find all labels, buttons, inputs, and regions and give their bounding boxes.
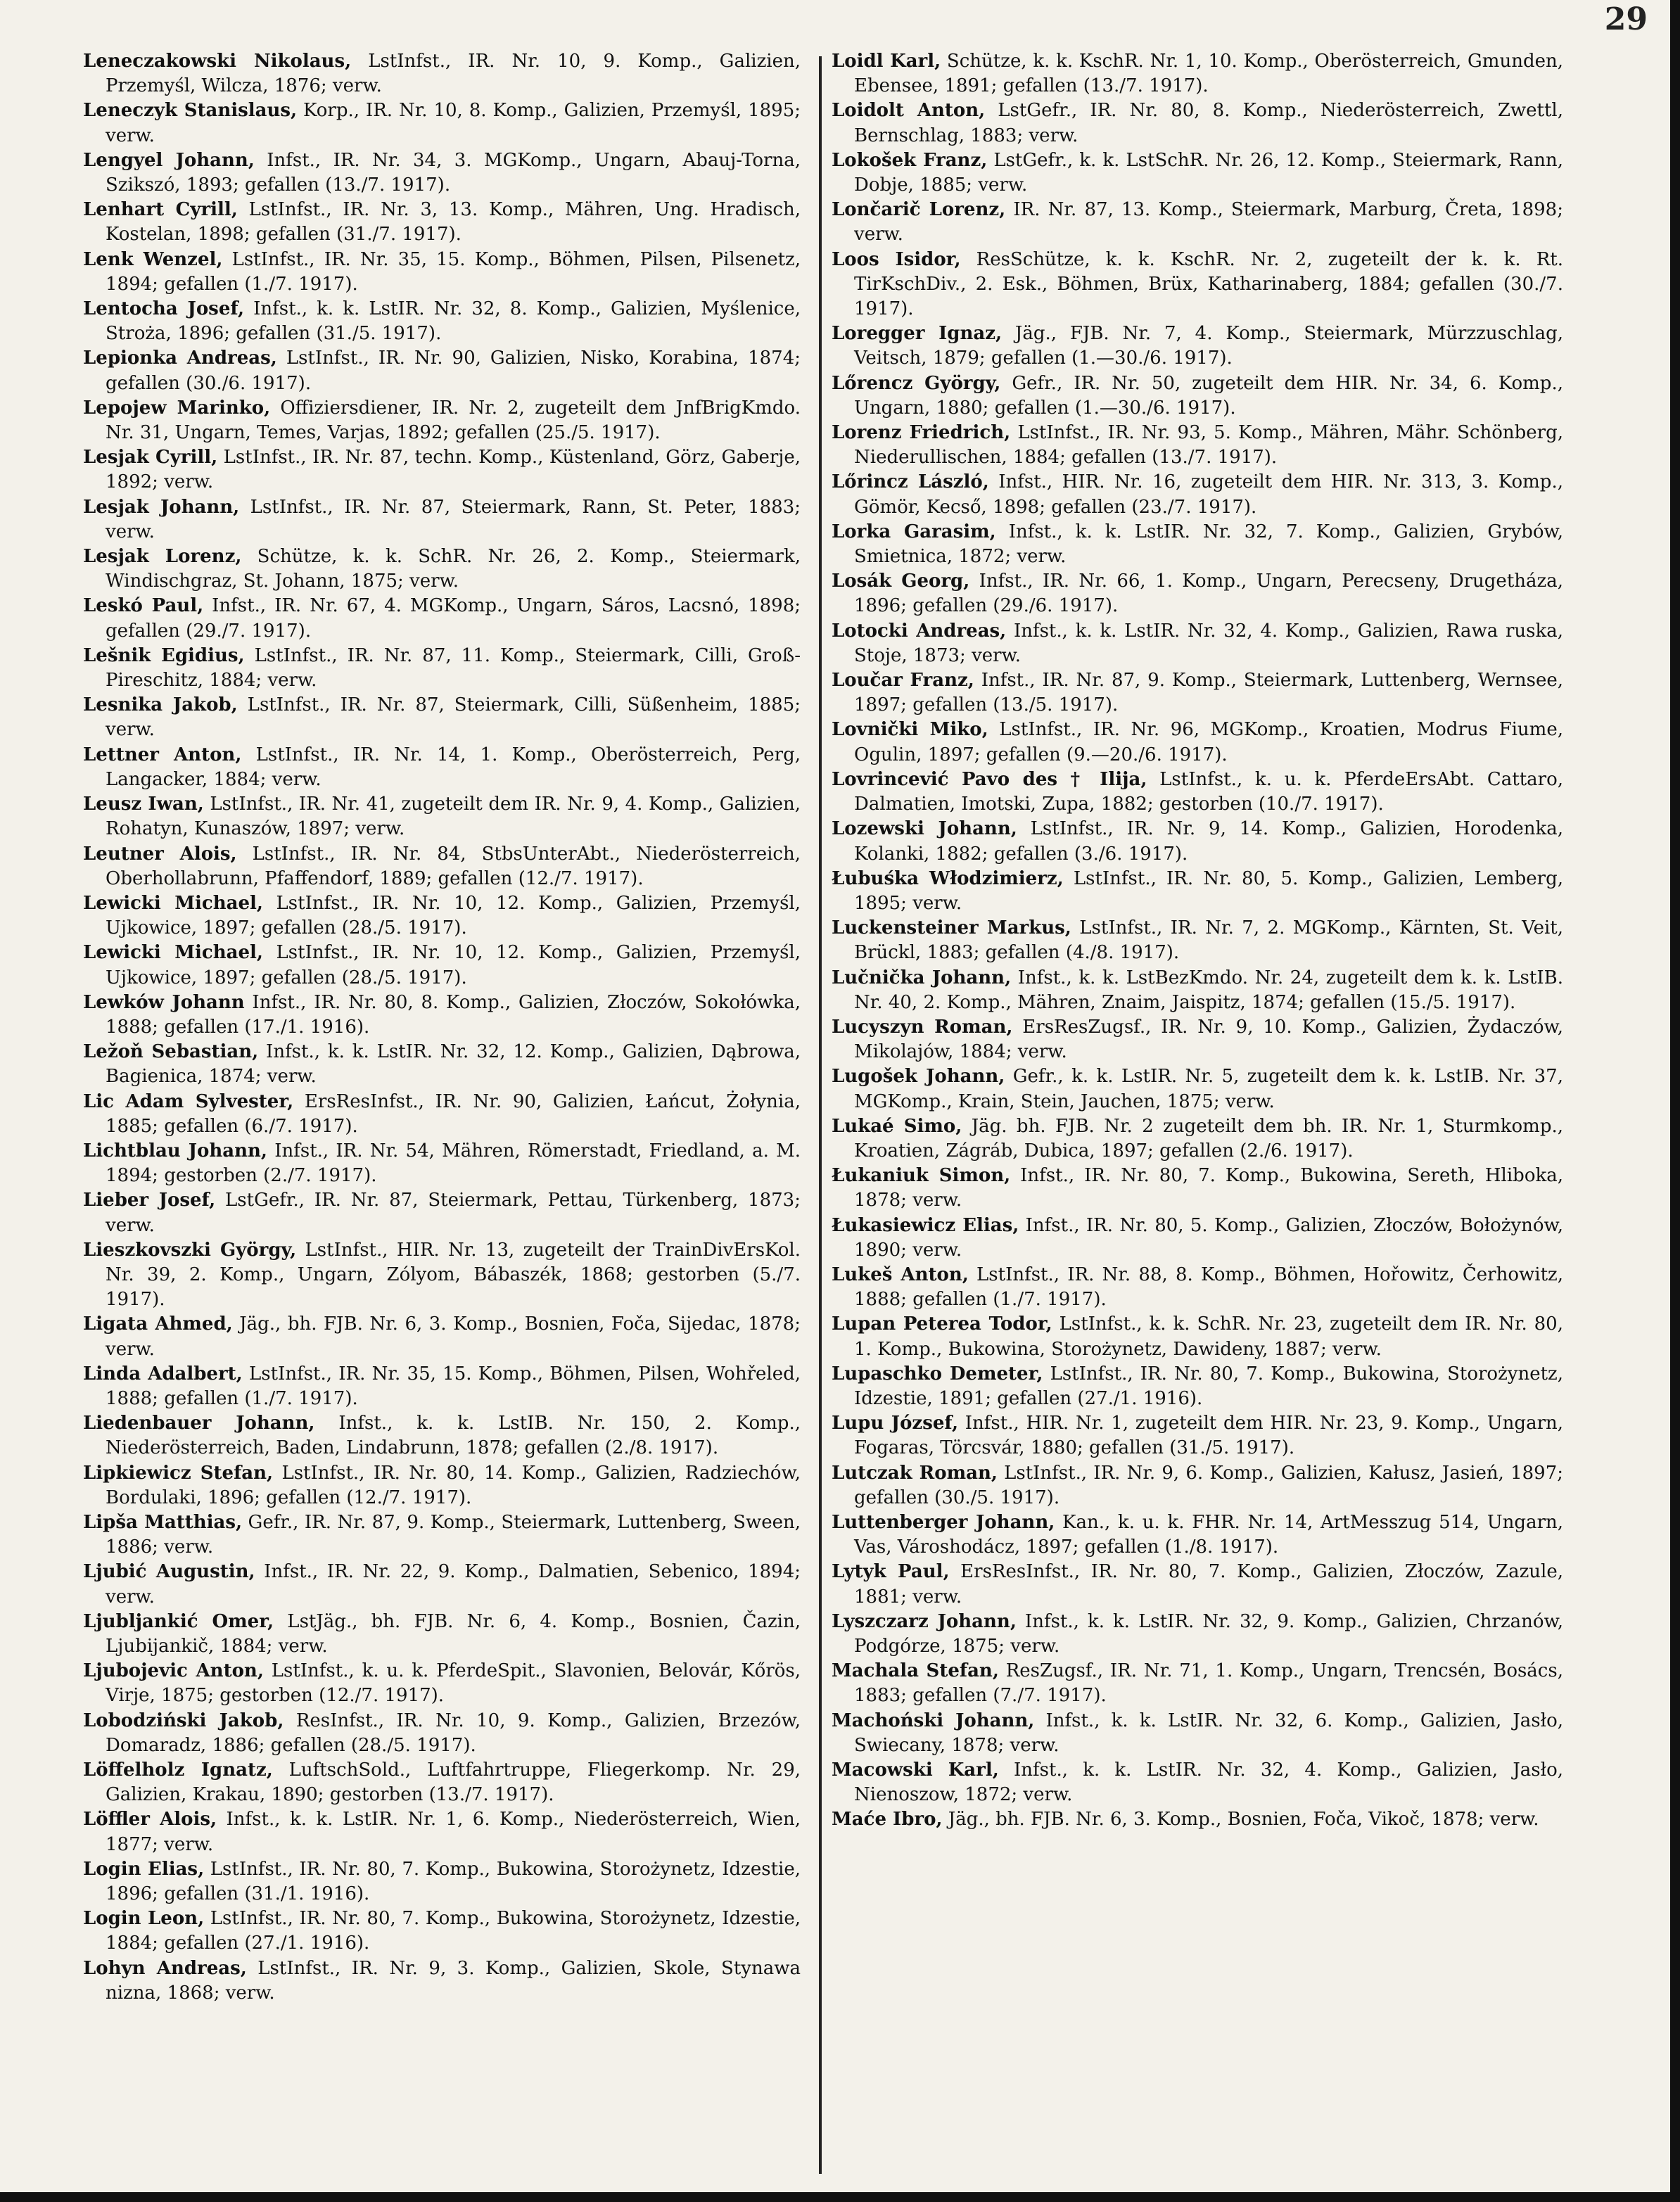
entry-details: Schütze, k. k. SchR. Nr. 26, 2. Komp., Steiermark, Windischgraz, St. Johann, 1875; verw. <box>106 546 801 592</box>
entry-name: Lozewski Johann, <box>832 818 1017 840</box>
roll-entry <box>83 594 801 643</box>
entry-details: LstInfst., IR. Nr. 80, 7. Komp., Bukowina, Storożynetz, Idzestie, 1891; gefallen (27./1. 1916). <box>854 1363 1563 1409</box>
entry-name: Löffler Alois, <box>83 1809 217 1831</box>
entry-details: ResZugsf., IR. Nr. 71, 1. Komp., Ungarn, Trencsén, Bosács, 1883; gefallen (7./7. 1917). <box>854 1660 1563 1707</box>
entry-name: Lepionka Andreas, <box>83 348 277 369</box>
entry-name: Lukeš Anton, <box>832 1264 969 1285</box>
entry-details: IR. Nr. 87, 13. Komp., Steiermark, Marburg, Čreta, 1898; verw. <box>854 199 1563 246</box>
entry-details: Infst., k. k. LstIR. Nr. 32, 7. Komp., Galizien, Grybów, Smietnica, 1872; verw. <box>854 521 1563 568</box>
roll-entry <box>832 1064 1563 1114</box>
entry-details: Infst., k. k. LstIR. Nr. 32, 6. Komp., Galizien, Jasło, Swiecany, 1878; verw. <box>854 1710 1563 1756</box>
entry-name: Leneczyk Stanislaus, <box>83 100 298 122</box>
entry-name: Lesjak Lorenz, <box>83 546 242 568</box>
roll-entry <box>83 1040 801 1089</box>
roll-entry <box>83 445 801 495</box>
entry-name: Login Elias, <box>83 1858 205 1880</box>
roll-entry <box>832 98 1563 148</box>
entry-name: Lieber Josef, <box>83 1190 216 1211</box>
roll-entry <box>83 198 801 247</box>
roll-entry <box>832 1560 1563 1609</box>
entry-name: Lewicki Michael, <box>83 892 263 914</box>
entry-details: LstInfst., IR. Nr. 96, MGKomp., Kroatien, Modrus Fiume, Ogulin, 1897; gefallen (9.—20./6. 1917). <box>854 719 1563 765</box>
entry-details: LstGefr., k. k. LstSchR. Nr. 26, 12. Komp., Steiermark, Rann, Dobje, 1885; verw. <box>854 149 1563 196</box>
roll-entry <box>832 1164 1563 1213</box>
entry-name: Lotocki Andreas, <box>832 620 1007 642</box>
entry-details: LstInfst., IR. Nr. 9, 6. Komp., Galizien, Kałusz, Jasień, 1897; gefallen (30./5. 1917). <box>854 1462 1563 1508</box>
entry-name: Lobodziński Jakob, <box>83 1710 284 1731</box>
entry-details: Infst., IR. Nr. 54, Mähren, Römerstadt, Friedland, a. M. 1894; gestorben (2./7. 1917). <box>106 1140 801 1187</box>
entry-details: LstInfst., IR. Nr. 93, 5. Komp., Mähren, Mähr. Schönberg, Niederullischen, 1884; gefallen (13./7. 1917). <box>854 422 1563 469</box>
entry-details: Infst., IR. Nr. 34, 3. MGKomp., Ungarn, Abauj-Torna, Szikszó, 1893; gefallen (13./7. 1917). <box>106 149 801 196</box>
roll-entry <box>83 495 801 545</box>
roll-entry <box>832 1214 1563 1263</box>
entry-details: Infst., HIR. Nr. 1, zugeteilt dem HIR. Nr. 23, 9. Komp., Ungarn, Fogaras, Törcsvár, 1880; gefallen (31./5. 1917). <box>854 1413 1563 1459</box>
roll-entry <box>83 1188 801 1237</box>
entry-name: Lewków Johann <box>83 991 245 1013</box>
entry-details: LstInfst., HIR. Nr. 13, zugeteilt der TrainDivErsKol. Nr. 39, 2. Komp., Ungarn, Zólyom, Bábaszék, 1868; gestorben (5./7. 1917). <box>106 1239 801 1311</box>
entry-name: Lučnička Johann, <box>832 967 1012 988</box>
entry-details: LstGefr., IR. Nr. 80, 8. Komp., Niederösterreich, Zwettl, Bernschlag, 1883; verw. <box>854 100 1563 146</box>
roll-entry <box>832 1709 1563 1758</box>
roll-entry <box>83 49 801 98</box>
roll-entry <box>83 1659 801 1708</box>
entry-details: Infst., k. k. LstBezKmdo. Nr. 24, zugeteilt dem k. k. LstIB. Nr. 40, 2. Komp., Mähren, Znaim, Jaispitz, 1874; gefallen (15./5. 1917). <box>854 967 1563 1013</box>
roll-entry <box>832 49 1563 98</box>
roll-entry <box>83 693 801 742</box>
roll-entry <box>83 1807 801 1857</box>
entry-name: Löffelholz Ignatz, <box>83 1759 273 1781</box>
roll-entry <box>83 792 801 841</box>
entry-name: Lepojew Marinko, <box>83 397 271 419</box>
entry-details: ErsResZugsf., IR. Nr. 9, 10. Komp., Galizien, Żydaczów, Mikolajów, 1884; verw. <box>854 1016 1563 1063</box>
roll-entry <box>832 1807 1563 1832</box>
roll-entry <box>832 1610 1563 1659</box>
roll-entry <box>83 1238 801 1313</box>
entry-details: LstInfst., IR. Nr. 80, 14. Komp., Galizien, Radziechów, Bordulaki, 1896; gefallen (12./7. 1917). <box>106 1462 801 1508</box>
entry-details: LstInfst., k. u. k. PferdeErsAbt. Cattaro, Dalmatien, Imotski, Zupa, 1882; gestorben (10./7. 1917). <box>854 768 1563 815</box>
entry-name: Lutczak Roman, <box>832 1462 998 1484</box>
entry-details: Gefr., IR. Nr. 50, zugeteilt dem HIR. Nr. 34, 6. Komp., Ungarn, 1880; gefallen (1.—30./6. 1917). <box>854 372 1563 419</box>
entry-name: Łukasiewicz Elias, <box>832 1214 1019 1236</box>
entry-details: Jäg. bh. FJB. Nr. 2 zugeteilt dem bh. IR. Nr. 1, Sturmkomp., Kroatien, Zágráb, Dubica, 1897; gefallen (2./6. 1917). <box>854 1115 1563 1162</box>
roll-entry <box>83 1857 801 1907</box>
entry-name: Lewicki Michael, <box>83 942 263 964</box>
roll-entry <box>832 198 1563 247</box>
entry-name: Maće Ibro, <box>832 1809 943 1831</box>
entry-name: Luckensteiner Markus, <box>832 917 1071 939</box>
roll-entry <box>83 941 801 990</box>
entry-name: Luttenberger Johann, <box>832 1511 1055 1533</box>
roll-entry <box>832 668 1563 718</box>
entry-name: Lyszczarz Johann, <box>832 1610 1017 1632</box>
entry-name: Lovrincević Pavo des † Ilija, <box>832 768 1147 790</box>
entry-name: Lengyel Johann, <box>83 149 255 171</box>
entry-name: Loidl Karl, <box>832 51 941 72</box>
entry-name: Lenhart Cyrill, <box>83 199 238 221</box>
entry-details: LstInfst., k. k. SchR. Nr. 23, zugeteilt dem IR. Nr. 80, 1. Komp., Bukowina, Storożynetz, Dawideny, 1887; verw. <box>854 1313 1563 1360</box>
entry-details: LstJäg., bh. FJB. Nr. 6, 4. Komp., Bosnien, Čazin, Ljubijankič, 1884; verw. <box>106 1610 801 1657</box>
entry-details: Infst., IR. Nr. 80, 5. Komp., Galizien, Złoczów, Bołożynów, 1890; verw. <box>854 1214 1563 1261</box>
roll-entry <box>832 1015 1563 1064</box>
entry-details: LstInfst., IR. Nr. 14, 1. Komp., Oberösterreich, Perg, Langacker, 1884; verw. <box>106 744 801 790</box>
entry-name: Leskó Paul, <box>83 595 204 617</box>
entry-details: Infst., IR. Nr. 66, 1. Komp., Ungarn, Perecseny, Drugetháza, 1896; gefallen (29./6. 1917). <box>854 571 1563 617</box>
roll-entry <box>832 569 1563 618</box>
entry-details: LstInfst., IR. Nr. 80, 5. Komp., Galizien, Lemberg, 1895; verw. <box>854 867 1563 914</box>
roll-entry <box>83 1461 801 1510</box>
roll-entry <box>832 1114 1563 1164</box>
entry-details: Infst., k. k. LstIR. Nr. 32, 9. Komp., Galizien, Chrzanów, Podgórze, 1875; verw. <box>854 1610 1563 1657</box>
entry-name: Linda Adalbert, <box>83 1363 243 1385</box>
roll-entry <box>832 520 1563 569</box>
roll-entry <box>83 1956 801 2006</box>
entry-details: LstInfst., IR. Nr. 80, 7. Komp., Bukowina, Storożynetz, Idzestie, 1896; gefallen (31./1. 1916). <box>106 1858 801 1905</box>
entry-details: Infst., k. k. LstIR. Nr. 32, 4. Komp., Galizien, Rawa ruska, Stoje, 1873; verw. <box>854 620 1563 666</box>
entry-name: Lupaschko Demeter, <box>832 1363 1043 1385</box>
roll-entry <box>83 396 801 445</box>
roll-entry <box>832 619 1563 668</box>
entry-name: Lettner Anton, <box>83 744 242 765</box>
roll-entry <box>83 891 801 941</box>
entry-name: Lőrencz György, <box>832 372 1001 394</box>
right-column <box>832 49 1563 2174</box>
entry-name: Lovnički Miko, <box>832 719 988 741</box>
left-column <box>83 49 801 2174</box>
entry-name: Ljubljankić Omer, <box>83 1610 274 1632</box>
entry-name: Lorenz Friedrich, <box>832 422 1011 444</box>
entry-details: LstInfst., IR. Nr. 80, 7. Komp., Bukowina, Storożynetz, Idzestie, 1884; gefallen (27./1. 1916). <box>106 1908 801 1954</box>
entry-details: Infst., IR. Nr. 80, 8. Komp., Galizien, Złoczów, Sokołówka, 1888; gefallen (17./1. 1916). <box>106 991 801 1038</box>
entry-details: ErsResInfst., IR. Nr. 90, Galizien, Łańcut, Żołynia, 1885; gefallen (6./7. 1917). <box>106 1090 801 1137</box>
entry-name: Lohyn Andreas, <box>83 1957 247 1979</box>
roll-entry <box>83 1510 801 1560</box>
entry-name: Leusz Iwan, <box>83 794 204 815</box>
entry-name: Ljubojevic Anton, <box>83 1660 264 1682</box>
roll-entry <box>832 322 1563 371</box>
entry-details: Gefr., IR. Nr. 87, 9. Komp., Steiermark, Luttenberg, Sween, 1886; verw. <box>106 1511 801 1558</box>
entry-details: Infst., IR. Nr. 80, 7. Komp., Bukowina, Sereth, Hliboka, 1878; verw. <box>854 1165 1563 1211</box>
roll-entry <box>83 991 801 1040</box>
roll-entry <box>832 371 1563 421</box>
roll-entry <box>832 867 1563 916</box>
entry-name: Lupu József, <box>832 1413 959 1434</box>
roll-entry <box>83 842 801 891</box>
entry-name: Lenk Wenzel, <box>83 248 223 270</box>
entry-name: Machoński Johann, <box>832 1710 1035 1731</box>
roll-entry <box>83 98 801 148</box>
entry-details: LstInfst., IR. Nr. 9, 14. Komp., Galizien, Horodenka, Kolanki, 1882; gefallen (3./6. 1917). <box>854 818 1563 865</box>
roll-entry <box>832 1461 1563 1510</box>
entry-name: Ljubić Augustin, <box>83 1561 255 1583</box>
entry-details: LstInfst., IR. Nr. 87, Steiermark, Rann, St. Peter, 1883; verw. <box>106 496 801 542</box>
entry-name: Leneczakowski Nikolaus, <box>83 51 352 72</box>
entry-name: Macowski Karl, <box>832 1759 999 1781</box>
entry-details: Kan., k. u. k. FHR. Nr. 14, ArtMesszug 514, Ungarn, Vas, Városhodácz, 1897; gefallen (1./8. 1917). <box>854 1511 1563 1558</box>
entry-name: Lipkiewicz Stefan, <box>83 1462 274 1484</box>
entry-name: Loos Isidor, <box>832 248 961 270</box>
roll-entry <box>83 644 801 693</box>
entry-details: LstInfst., IR. Nr. 35, 15. Komp., Böhmen, Pilsen, Pilsenetz, 1894; gefallen (1./7. 1917). <box>106 248 801 295</box>
roll-entry <box>832 1362 1563 1411</box>
entry-details: Korp., IR. Nr. 10, 8. Komp., Galizien, Przemyśl, 1895; verw. <box>106 100 801 146</box>
entry-details: Infst., k. k. LstIR. Nr. 32, 8. Komp., Galizien, Myślenice, Stroża, 1896; gefallen (31./5. 1917). <box>106 298 801 345</box>
roll-entry <box>832 817 1563 866</box>
entry-details: Infst., k. k. LstIR. Nr. 32, 4. Komp., Galizien, Jasło, Nienoszow, 1872; verw. <box>854 1759 1563 1806</box>
entry-details: ErsResInfst., IR. Nr. 80, 7. Komp., Galizien, Złoczów, Zazule, 1881; verw. <box>854 1561 1563 1608</box>
entry-details: LstInfst., IR. Nr. 10, 9. Komp., Galizien, Przemyśl, Wilcza, 1876; verw. <box>106 51 801 97</box>
entry-details: Jäg., FJB. Nr. 7, 4. Komp., Steiermark, Mürzzuschlag, Veitsch, 1879; gefallen (1.—30./6. 1917). <box>854 323 1563 369</box>
entry-details: LstInfst., IR. Nr. 9, 3. Komp., Galizien, Skole, Stynawa nizna, 1868; verw. <box>106 1957 801 2004</box>
entry-details: LstInfst., IR. Nr. 41, zugeteilt dem IR. Nr. 9, 4. Komp., Galizien, Rohatyn, Kunaszów, 1897; verw. <box>106 794 801 840</box>
entry-details: Infst., IR. Nr. 87, 9. Komp., Steiermark, Luttenberg, Wernsee, 1897; gefallen (13./5. 1917). <box>854 670 1563 716</box>
entry-details: Infst., IR. Nr. 67, 4. MGKomp., Ungarn, Sáros, Lacsnó, 1898; gefallen (29./7. 1917). <box>106 595 801 642</box>
roll-entry <box>83 1312 801 1361</box>
entry-name: Lic Adam Sylvester, <box>83 1090 294 1112</box>
roll-entry <box>83 1090 801 1139</box>
entry-details: Infst., k. k. LstIR. Nr. 1, 6. Komp., Niederösterreich, Wien, 1877; verw. <box>106 1809 801 1855</box>
entry-name: Lupan Peterea Todor, <box>832 1313 1052 1335</box>
entry-name: Login Leon, <box>83 1908 205 1930</box>
entry-name: Łukaniuk Simon, <box>832 1165 1011 1187</box>
entry-name: Ležoň Sebastian, <box>83 1041 259 1063</box>
entry-details: LstInfst., IR. Nr. 87, Steiermark, Cilli, Süßenheim, 1885; verw. <box>106 694 801 741</box>
entry-name: Lőrincz László, <box>832 471 989 493</box>
entry-name: Lokošek Franz, <box>832 149 988 171</box>
entry-name: Liedenbauer Johann, <box>83 1413 315 1434</box>
entry-name: Lichtblau Johann, <box>83 1140 267 1162</box>
entry-details: LstInfst., IR. Nr. 84, StbsUnterAbt., Niederösterreich, Oberhollabrunn, Pfaffendorf, 1889; gefallen (12./7. 1917). <box>106 843 801 889</box>
entry-name: Lipša Matthias, <box>83 1511 243 1533</box>
roll-entry <box>83 1709 801 1758</box>
entry-name: Loregger Ignaz, <box>832 323 1003 345</box>
roll-entry <box>83 248 801 297</box>
roll-entry <box>832 1411 1563 1460</box>
entry-details: LstInfst., IR. Nr. 10, 12. Komp., Galizien, Przemyśl, Ujkowice, 1897; gefallen (28./5. 1917). <box>106 892 801 939</box>
entry-details: LstInfst., IR. Nr. 87, techn. Komp., Küstenland, Görz, Gaberje, 1892; verw. <box>106 447 801 493</box>
roll-entry <box>832 1510 1563 1560</box>
entry-details: LstGefr., IR. Nr. 87, Steiermark, Pettau, Türkenberg, 1873; verw. <box>106 1190 801 1236</box>
entry-name: Lesnika Jakob, <box>83 694 238 716</box>
entry-name: Lesjak Cyrill, <box>83 447 218 469</box>
entry-details: LstInfst., IR. Nr. 7, 2. MGKomp., Kärnten, St. Veit, Brückl, 1883; gefallen (4./8. 1917). <box>854 917 1563 964</box>
roll-entry <box>83 1610 801 1659</box>
roll-entry <box>83 1362 801 1411</box>
entry-details: LstInfst., IR. Nr. 35, 15. Komp., Böhmen, Pilsen, Wohřeled, 1888; gefallen (1./7. 1917). <box>106 1363 801 1409</box>
column-divider <box>819 56 822 2174</box>
entry-details: LstInfst., IR. Nr. 10, 12. Komp., Galizien, Przemyśl, Ujkowice, 1897; gefallen (28./5. 1917). <box>106 942 801 988</box>
roll-entry <box>832 916 1563 965</box>
entry-name: Łubuśka Włodzimierz, <box>832 867 1064 889</box>
entry-name: Lieszkovszki György, <box>83 1239 297 1261</box>
entry-name: Lončarič Lorenz, <box>832 199 1006 221</box>
entry-name: Lugošek Johann, <box>832 1066 1005 1088</box>
entry-details: Schütze, k. k. KschR. Nr. 1, 10. Komp., Oberösterreich, Gmunden, Ebensee, 1891; gefallen (13./7. 1917). <box>854 51 1563 97</box>
entry-details: LstInfst., IR. Nr. 88, 8. Komp., Böhmen, Hořowitz, Čerhowitz, 1888; gefallen (1./7. 1917). <box>854 1264 1563 1311</box>
entry-name: Lešnik Egidius, <box>83 644 245 666</box>
roll-entry <box>832 768 1563 817</box>
entry-name: Loidolt Anton, <box>832 100 986 122</box>
roll-entry <box>832 148 1563 198</box>
entry-name: Loučar Franz, <box>832 670 974 692</box>
entry-name: Losák Georg, <box>832 571 970 592</box>
entry-details: LstInfst., IR. Nr. 90, Galizien, Nisko, Korabina, 1874; gefallen (30./6. 1917). <box>106 348 801 394</box>
roll-entry <box>832 470 1563 519</box>
roll-entry <box>832 1263 1563 1312</box>
entry-name: Machala Stefan, <box>832 1660 999 1682</box>
roll-entry <box>83 743 801 792</box>
entry-name: Lucyszyn Roman, <box>832 1016 1013 1038</box>
roll-entry <box>832 718 1563 767</box>
roll-entry <box>832 248 1563 322</box>
page-number: 29 <box>1604 1 1648 37</box>
entry-details: Jäg., bh. FJB. Nr. 6, 3. Komp., Bosnien, Foča, Vikoč, 1878; verw. <box>942 1809 1539 1831</box>
roll-entry <box>83 297 801 346</box>
entry-details: LstInfst., IR. Nr. 3, 13. Komp., Mähren, Ung. Hradisch, Kostelan, 1898; gefallen (31./7. 1917). <box>106 199 801 246</box>
roll-entry <box>83 1758 801 1807</box>
entry-details: ResSchütze, k. k. KschR. Nr. 2, zugeteilt der k. k. Rt. TirKschDiv., 2. Esk., Böhmen, Brüx, Katharinaberg, 1884; gefallen (30./7. 1917). <box>854 248 1563 320</box>
entry-details: Infst., k. k. LstIB. Nr. 150, 2. Komp., Niederösterreich, Baden, Lindabrunn, 1878; gefallen (2./8. 1917). <box>106 1413 801 1459</box>
entry-details: ResInfst., IR. Nr. 10, 9. Komp., Galizien, Brzezów, Domaradz, 1886; gefallen (28./5. 1917). <box>106 1710 801 1756</box>
roll-entry <box>83 346 801 395</box>
roll-entry <box>832 421 1563 470</box>
entry-name: Lukaé Simo, <box>832 1115 962 1137</box>
entry-details: Gefr., k. k. LstIR. Nr. 5, zugeteilt dem k. k. LstIB. Nr. 37, MGKomp., Krain, Stein, Jauchen, 1875; verw. <box>854 1066 1563 1112</box>
entry-name: Leutner Alois, <box>83 843 237 865</box>
entry-details: Offiziersdiener, IR. Nr. 2, zugeteilt dem JnfBrigKmdo. Nr. 31, Ungarn, Temes, Varjas, 1892; gefallen (25./5. 1917). <box>106 397 801 444</box>
roll-entry <box>83 1411 801 1460</box>
entry-details: Infst., HIR. Nr. 16, zugeteilt dem HIR. Nr. 313, 3. Komp., Gömör, Kecső, 1898; gefallen (23./7. 1917). <box>854 471 1563 518</box>
entry-details: Infst., k. k. LstIR. Nr. 32, 12. Komp., Galizien, Dąbrowa, Bagienica, 1874; verw. <box>106 1041 801 1088</box>
entry-details: LstInfst., k. u. k. PferdeSpit., Slavonien, Belovár, Kőrös, Virje, 1875; gestorben (12./7. 1917). <box>106 1660 801 1707</box>
entry-name: Lytyk Paul, <box>832 1561 950 1583</box>
roll-entry <box>83 1907 801 1956</box>
roll-entry <box>832 1659 1563 1708</box>
roll-entry <box>83 1560 801 1609</box>
entry-name: Ligata Ahmed, <box>83 1313 233 1335</box>
roll-entry <box>83 1139 801 1188</box>
entry-name: Lesjak Johann, <box>83 496 240 518</box>
roll-entry <box>832 1312 1563 1361</box>
roll-entry <box>832 966 1563 1015</box>
entry-details: Infst., IR. Nr. 22, 9. Komp., Dalmatien, Sebenico, 1894; verw. <box>106 1561 801 1608</box>
entry-name: Lentocha Josef, <box>83 298 245 320</box>
entry-details: LuftschSold., Luftfahrtruppe, Fliegerkomp. Nr. 29, Galizien, Krakau, 1890; gestorben (13./7. 1917). <box>106 1759 801 1806</box>
roll-entry <box>83 545 801 594</box>
entry-name: Lorka Garasim, <box>832 521 996 542</box>
roll-entry <box>832 1758 1563 1807</box>
roll-entry <box>83 148 801 198</box>
entry-details: LstInfst., IR. Nr. 87, 11. Komp., Steiermark, Cilli, Groß-Pireschitz, 1884; verw. <box>106 644 801 692</box>
entry-details: Jäg., bh. FJB. Nr. 6, 3. Komp., Bosnien, Foča, Sijedac, 1878; verw. <box>106 1313 801 1360</box>
